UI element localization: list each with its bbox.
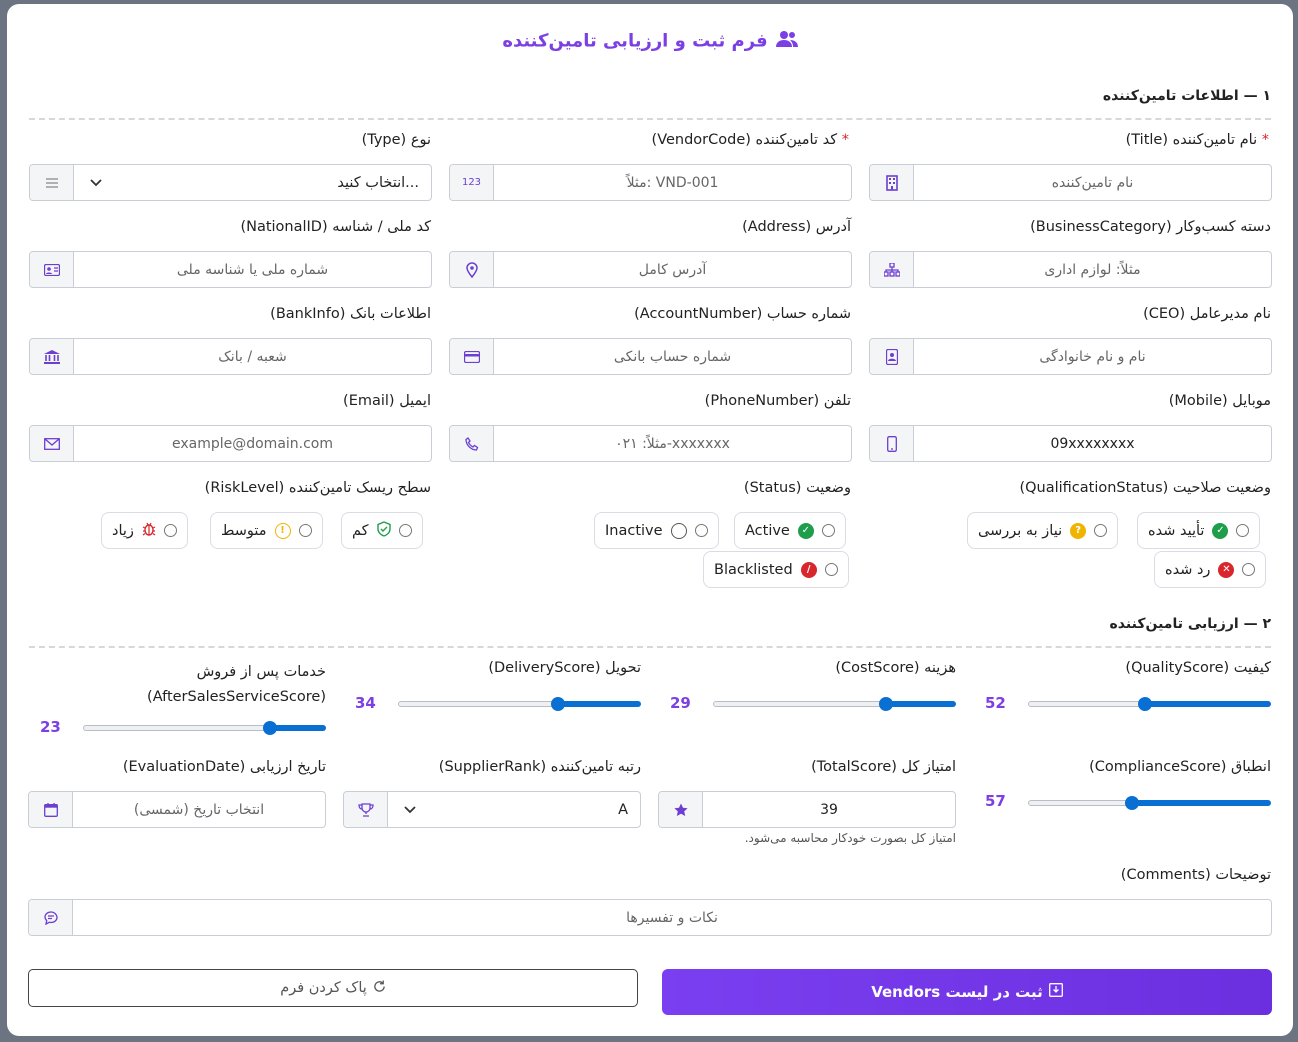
vendorcode-label: * کد تامین‌کننده (VendorCode) bbox=[651, 132, 849, 148]
bank-input[interactable]: شعبه / بانک bbox=[218, 348, 287, 365]
exclamation-circle-icon: ! bbox=[275, 523, 291, 539]
option-label: Blacklisted bbox=[714, 561, 793, 578]
evaldate-field[interactable] bbox=[28, 791, 326, 828]
cost-slider[interactable] bbox=[713, 696, 956, 712]
status-label: وضعیت (Status) bbox=[743, 480, 851, 496]
qualification-label: وضعیت صلاحیت (QualificationStatus) bbox=[1019, 480, 1271, 496]
radio-button[interactable] bbox=[399, 524, 412, 537]
title-field[interactable] bbox=[869, 164, 1272, 201]
phone-field[interactable] bbox=[449, 425, 852, 462]
address-input[interactable]: آدرس کامل bbox=[638, 261, 707, 278]
map-pin-icon bbox=[450, 252, 494, 287]
title-input[interactable]: نام تامین‌کننده bbox=[1051, 174, 1134, 191]
total-hint: امتیاز کل بصورت خودکار محاسبه می‌شود. bbox=[744, 831, 956, 845]
slider-thumb[interactable] bbox=[263, 721, 277, 735]
bank-label: اطلاعات بانک (BankInfo) bbox=[270, 306, 431, 322]
bank-icon bbox=[30, 339, 74, 374]
compliance-label: انطباق (ComplianceScore) bbox=[1089, 759, 1271, 775]
save-icon bbox=[1049, 983, 1063, 1001]
option-label: Active bbox=[745, 522, 790, 539]
title-label: * نام تامین‌کننده (Title) bbox=[1125, 132, 1269, 148]
radio-button[interactable] bbox=[164, 524, 177, 537]
radio-button[interactable] bbox=[695, 524, 708, 537]
mobile-input[interactable]: 09xxxxxxxx bbox=[1050, 435, 1135, 452]
reset-button[interactable] bbox=[28, 969, 638, 1007]
ceo-input[interactable]: نام و نام خانوادگی bbox=[1039, 348, 1146, 365]
option-label: تأیید شده bbox=[1148, 522, 1205, 539]
risk-label: سطح ریسک تامین‌کننده (RiskLevel) bbox=[204, 480, 431, 496]
qualification-option-approved[interactable] bbox=[1137, 512, 1260, 549]
vendorcode-input[interactable]: مثلاً: VND-001 bbox=[626, 174, 719, 191]
email-field[interactable] bbox=[29, 425, 432, 462]
compliance-score-value: 57 bbox=[985, 792, 1006, 810]
nationalid-field[interactable] bbox=[29, 251, 432, 288]
total-field bbox=[658, 791, 956, 828]
check-circle-icon: ✓ bbox=[1212, 523, 1228, 539]
option-label: رد شده bbox=[1165, 561, 1211, 578]
section-eval-heading: ۲ — ارزیابی تامین‌کننده bbox=[1109, 616, 1271, 632]
sitemap-icon bbox=[870, 252, 914, 287]
address-field[interactable] bbox=[449, 251, 852, 288]
status-option-active[interactable] bbox=[734, 512, 846, 549]
reset-label: پاک کردن فرم bbox=[280, 980, 367, 996]
type-select[interactable] bbox=[29, 164, 432, 201]
category-label: دسته کسب‌وکار (BusinessCategory) bbox=[1030, 219, 1271, 235]
rank-select[interactable] bbox=[343, 791, 641, 828]
refresh-icon bbox=[373, 980, 386, 997]
option-label: متوسط bbox=[221, 522, 267, 539]
slash-circle-icon: / bbox=[801, 562, 817, 578]
comments-label: توضیحات (Comments) bbox=[1120, 867, 1271, 883]
risk-option-high[interactable] bbox=[101, 512, 188, 549]
section-info-heading: ۱ — اطلاعات تامین‌کننده bbox=[1102, 88, 1271, 104]
qualification-option-rejected[interactable] bbox=[1154, 551, 1266, 588]
submit-label: ثبت در لیست Vendors bbox=[871, 983, 1043, 1001]
account-input[interactable]: شماره حساب بانکی bbox=[613, 348, 732, 365]
delivery-label: تحویل (DeliveryScore) bbox=[488, 660, 641, 676]
total-label: امتیاز کل (TotalScore) bbox=[811, 759, 956, 775]
email-input[interactable]: example@domain.com bbox=[171, 435, 334, 452]
radio-button[interactable] bbox=[299, 524, 312, 537]
quality-label: کیفیت (QualityScore) bbox=[1125, 660, 1271, 676]
chat-icon bbox=[29, 900, 73, 935]
radio-button[interactable] bbox=[1242, 563, 1255, 576]
ceo-field[interactable] bbox=[869, 338, 1272, 375]
category-input[interactable]: مثلاً: لوازم اداری bbox=[1044, 261, 1141, 278]
slider-thumb[interactable] bbox=[879, 697, 893, 711]
delivery-score-value: 34 bbox=[355, 694, 376, 712]
divider bbox=[29, 646, 1271, 648]
divider bbox=[29, 118, 1271, 120]
evaldate-label: تاریخ ارزیابی (EvaluationDate) bbox=[122, 759, 326, 775]
shield-check-icon bbox=[377, 521, 391, 541]
calendar-icon bbox=[29, 792, 73, 827]
address-label: آدرس (Address) bbox=[742, 219, 851, 235]
risk-option-low[interactable] bbox=[341, 512, 423, 549]
question-circle-icon: ? bbox=[1070, 523, 1086, 539]
aftersales-label: خدمات پس از فروش (AfterSalesServiceScore) bbox=[147, 664, 326, 705]
list-icon bbox=[30, 165, 74, 200]
user-badge-icon bbox=[870, 339, 914, 374]
comments-input[interactable]: نکات و تفسیرها bbox=[626, 909, 718, 926]
slider-thumb[interactable] bbox=[1138, 697, 1152, 711]
phone-input[interactable]: مثلاً: ۰۲۱-xxxxxxx bbox=[615, 435, 730, 452]
ceo-label: نام مدیرعامل (CEO) bbox=[1143, 306, 1271, 322]
status-option-blacklisted[interactable] bbox=[703, 551, 849, 588]
cost-label: هزینه (CostScore) bbox=[835, 660, 956, 676]
mobile-icon bbox=[870, 426, 914, 461]
credit-card-icon bbox=[450, 339, 494, 374]
users-icon bbox=[776, 30, 798, 53]
phone-label: تلفن (PhoneNumber) bbox=[704, 393, 851, 409]
account-field[interactable] bbox=[449, 338, 852, 375]
id-card-icon bbox=[30, 252, 74, 287]
circle-icon bbox=[671, 523, 687, 539]
trophy-icon bbox=[344, 792, 388, 827]
comments-field[interactable] bbox=[28, 899, 1272, 936]
radio-button[interactable] bbox=[825, 563, 838, 576]
star-icon bbox=[659, 792, 703, 827]
aftersales-slider[interactable] bbox=[83, 720, 326, 736]
status-option-inactive[interactable] bbox=[594, 512, 719, 549]
qualification-option-review[interactable] bbox=[967, 512, 1118, 549]
option-label: زیاد bbox=[112, 522, 134, 539]
mobile-field[interactable] bbox=[869, 425, 1272, 462]
total-value: 39 bbox=[820, 801, 838, 818]
chevron-down-icon bbox=[404, 802, 416, 818]
envelope-icon bbox=[30, 426, 74, 461]
slider-thumb[interactable] bbox=[551, 697, 565, 711]
x-circle-icon: ✕ bbox=[1218, 562, 1234, 578]
radio-button[interactable] bbox=[1236, 524, 1249, 537]
option-label: نیاز به بررسی bbox=[978, 522, 1063, 539]
email-label: ایمیل (Email) bbox=[343, 393, 431, 409]
check-badge-icon: ✓ bbox=[798, 523, 814, 539]
radio-button[interactable] bbox=[822, 524, 835, 537]
type-label: نوع (Type) bbox=[361, 132, 431, 148]
option-label: Inactive bbox=[605, 522, 663, 539]
evaldate-input[interactable]: انتخاب تاریخ (شمسی) bbox=[133, 801, 265, 818]
quality-slider[interactable] bbox=[1028, 696, 1271, 712]
slider-thumb[interactable] bbox=[1125, 796, 1139, 810]
rank-label: رتبه تامین‌کننده (SupplierRank) bbox=[438, 759, 641, 775]
phone-icon bbox=[450, 426, 494, 461]
risk-option-medium[interactable] bbox=[210, 512, 323, 549]
rank-value: A bbox=[618, 801, 628, 818]
delivery-slider[interactable] bbox=[398, 696, 641, 712]
bug-icon bbox=[142, 521, 156, 541]
submit-button[interactable] bbox=[662, 969, 1272, 1015]
numeric-icon: 123 bbox=[450, 165, 494, 200]
mobile-label: موبایل (Mobile) bbox=[1168, 393, 1271, 409]
bank-field[interactable] bbox=[29, 338, 432, 375]
form-title bbox=[7, 30, 1293, 53]
nationalid-label: کد ملی / شناسه (NationalID) bbox=[240, 219, 431, 235]
radio-button[interactable] bbox=[1094, 524, 1107, 537]
building-icon bbox=[870, 165, 914, 200]
form-title-text: فرم ثبت و ارزیابی تامین‌کننده bbox=[502, 30, 768, 52]
option-label: کم bbox=[352, 522, 369, 539]
account-label: شماره حساب (AccountNumber) bbox=[634, 306, 851, 322]
quality-score-value: 52 bbox=[985, 694, 1006, 712]
nationalid-input[interactable]: شماره ملی یا شناسه ملی bbox=[176, 261, 329, 278]
form-card bbox=[7, 4, 1293, 1036]
category-field[interactable] bbox=[869, 251, 1272, 288]
vendorcode-field[interactable] bbox=[449, 164, 852, 201]
chevron-down-icon bbox=[90, 175, 102, 191]
compliance-slider[interactable] bbox=[1028, 795, 1271, 811]
type-value: انتخاب کنید... bbox=[337, 174, 419, 191]
cost-score-value: 29 bbox=[670, 694, 691, 712]
aftersales-score-value: 23 bbox=[40, 718, 61, 736]
